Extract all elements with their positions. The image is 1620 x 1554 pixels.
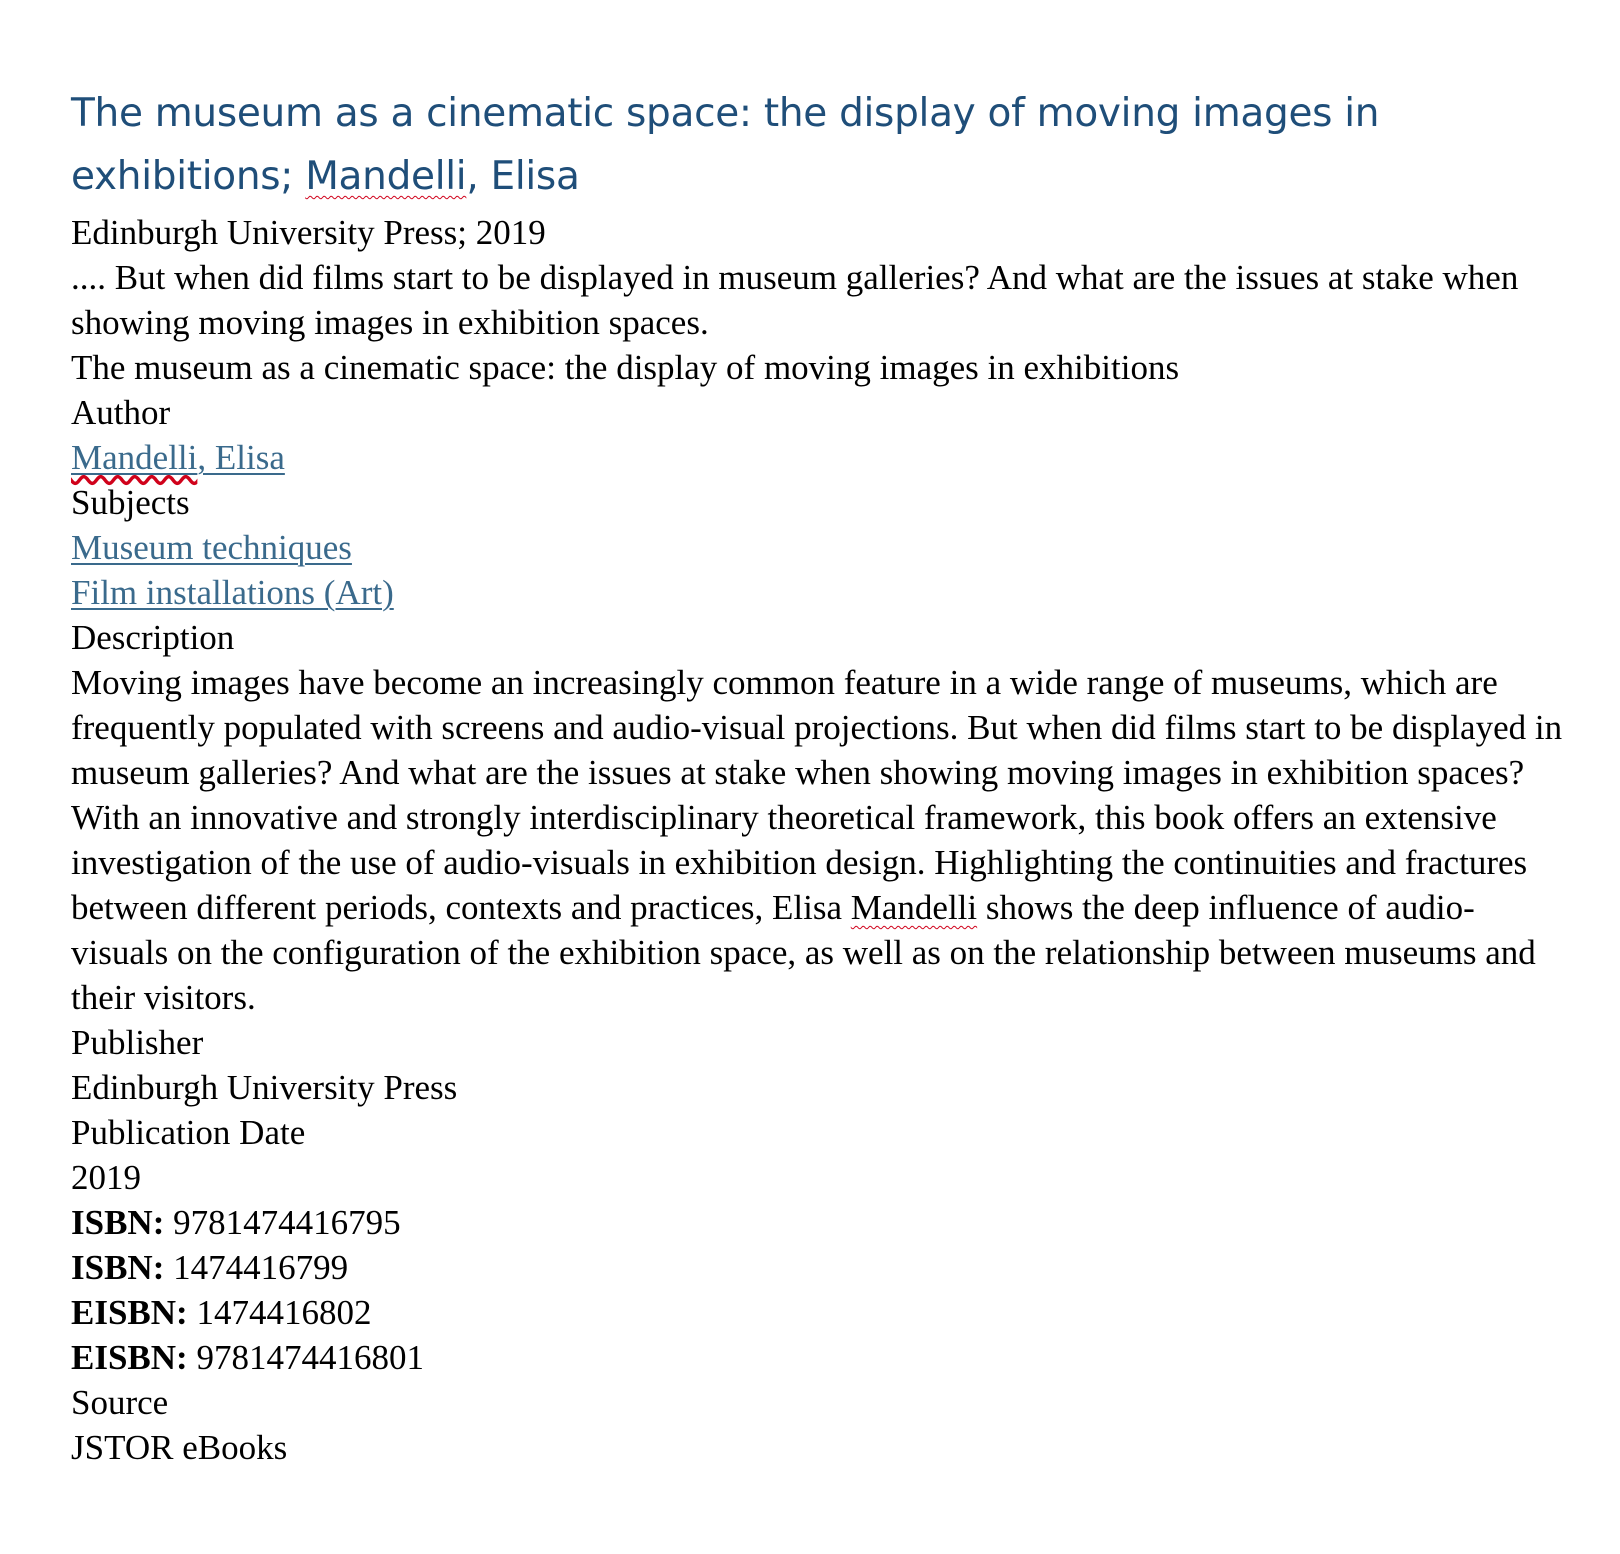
source-value: JSTOR eBooks bbox=[71, 1428, 288, 1467]
identifier-label: EISBN: bbox=[71, 1293, 188, 1332]
heading-author-rest: , Elisa bbox=[466, 154, 580, 199]
identifier-row bbox=[71, 1245, 1571, 1290]
record-heading bbox=[71, 82, 1571, 208]
identifier-label: ISBN: bbox=[71, 1248, 165, 1287]
publisher-label: Publisher bbox=[71, 1023, 204, 1062]
identifier-label: EISBN: bbox=[71, 1338, 188, 1377]
author-label: Author bbox=[71, 393, 171, 432]
description-text-before: Moving images have become an increasingly common feature in a wide range of museums, which are frequently populated with screens and audio-visual projections. But when did films start to be displayed in museum galleries? And what are the issues at stake when showing moving images in exhibition spaces? With an innovative and strongly interdisciplinary theoretical framework, this book offers an extensive investigation of the use of audio-visuals in exhibition design. Highlighting the continuities and fractures between different periods, contexts and practices, Elisa bbox=[71, 663, 1563, 927]
description-text-after: shows the deep influence of audio-visuals on the configuration of the exhibition space, as well as on the relationship between museums and their visitors. bbox=[71, 888, 1536, 1017]
identifier-value: 1474416799 bbox=[164, 1248, 349, 1287]
identifier-row bbox=[71, 1335, 1571, 1380]
identifier-row bbox=[71, 1200, 1571, 1245]
author-link-lastname: Mandelli bbox=[71, 438, 198, 477]
author-link[interactable] bbox=[71, 438, 285, 477]
subject-link-museum-techniques[interactable]: Museum techniques bbox=[71, 528, 352, 567]
description-author-name: Mandelli bbox=[850, 888, 978, 927]
publisher-year: Edinburgh University Press; 2019 bbox=[71, 213, 546, 252]
subjects-label: Subjects bbox=[71, 483, 190, 522]
author-row bbox=[71, 435, 1571, 480]
identifier-row bbox=[71, 1290, 1571, 1335]
publication-date-label: Publication Date bbox=[71, 1113, 306, 1152]
title-line: The museum as a cinematic space: the display of moving images in exhibitions bbox=[71, 348, 1180, 387]
identifier-label: ISBN: bbox=[71, 1203, 165, 1242]
identifier-value: 9781474416801 bbox=[187, 1338, 424, 1377]
identifier-value: 9781474416795 bbox=[164, 1203, 401, 1242]
document-body bbox=[71, 82, 1571, 1470]
description-label: Description bbox=[71, 618, 235, 657]
publisher-value: Edinburgh University Press bbox=[71, 1068, 458, 1107]
description-text bbox=[71, 660, 1571, 1020]
author-link-rest: , Elisa bbox=[197, 438, 285, 477]
publication-date-value: 2019 bbox=[71, 1158, 141, 1197]
heading-author-lastname: Mandelli bbox=[305, 154, 467, 199]
heading-title: The museum as a cinematic space: the display of moving images in exhibitions; bbox=[71, 91, 1380, 199]
source-label: Source bbox=[71, 1383, 169, 1422]
identifier-value: 1474416802 bbox=[187, 1293, 372, 1332]
subject-link-film-installations[interactable]: Film installations (Art) bbox=[71, 573, 394, 612]
subject-row bbox=[71, 570, 1571, 615]
snippet-text: .... But when did films start to be displayed in museum galleries? And what are the issues at stake when showing moving images in exhibition spaces. bbox=[71, 258, 1519, 342]
subject-row bbox=[71, 525, 1571, 570]
